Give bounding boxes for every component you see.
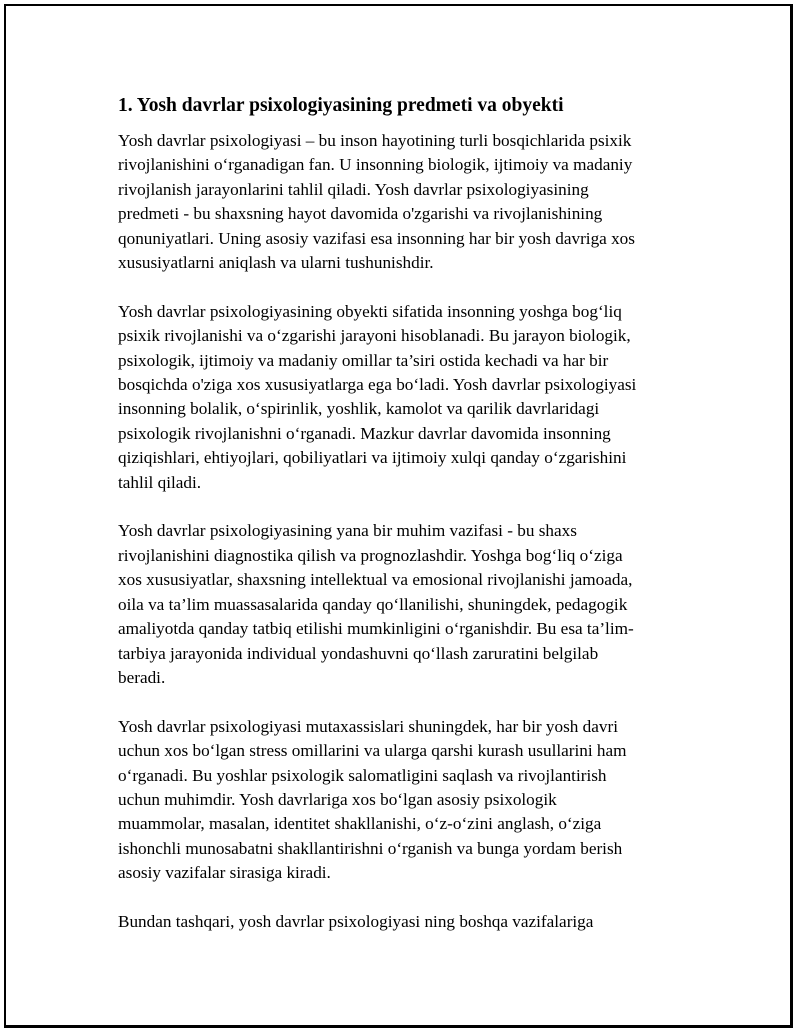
text-line: Bundan tashqari, yosh davrlar psixologiyasi ning boshqa vazifalariga [118, 911, 594, 931]
text-line: tahlil qiladi. [118, 472, 202, 492]
text-line: Yosh davrlar psixologiyasi – bu inson hayotining turli bosqichlarida psixik [118, 131, 632, 150]
paragraphs-container [118, 129, 678, 934]
text-line: rivojlanishini o‘rganadigan fan. U insonning biologik, ijtimoiy va madaniy [118, 155, 633, 175]
text-line: rivojlanishini diagnostika qilish va prognozlashdir. Yoshga bog‘liq o‘ziga [118, 545, 623, 565]
text-line: amaliyotda qanday tatbiq etilishi mumkinligini o‘rganishdir. Bu esa ta’lim- [118, 619, 634, 639]
paragraph [118, 910, 678, 934]
text-line: psixologik, ijtimoiy va madaniy omillar ta’siri ostida kechadi va har bir [118, 350, 609, 370]
text-line: uchun muhimdir. Yosh davrlariga xos bo‘lgan asosiy psixologik [118, 789, 557, 809]
text-line: insonning bolalik, o‘spirinlik, yoshlik, kamolot va qarilik davrlaridagi [118, 399, 600, 419]
text-line: Yosh davrlar psixologiyasi mutaxassislari shuningdek, har bir yosh davri [118, 716, 618, 736]
paragraph [118, 715, 678, 886]
text-line: qonuniyatlari. Uning asosiy vazifasi esa insonning har bir yosh davriga xos [118, 228, 635, 248]
text-line: asosiy vazifalar sirasiga kiradi. [118, 863, 331, 883]
paragraph [118, 519, 678, 690]
text-line: o‘rganadi. Bu yoshlar psixologik salomatligini saqlash va rivojlantirish [118, 765, 607, 785]
text-line: qiziqishlari, ehtiyojlari, qobiliyatlari va ijtimoiy xulqi qanday o‘zgarishini [118, 448, 627, 468]
text-line: ishonchli munosabatni shakllantirishni o‘rganish va bunga yordam berish [118, 838, 623, 858]
text-line: Yosh davrlar psixologiyasining yana bir muhim vazifasi - bu shaxs [118, 521, 577, 541]
text-line: uchun xos bo‘lgan stress omillarini va ularga qarshi kurash usullarini ham [118, 741, 627, 761]
paragraph [118, 300, 678, 495]
paragraph [118, 129, 678, 275]
text-line: psixik rivojlanishi va o‘zgarishi jarayoni hisoblanadi. Bu jarayon biologik, [118, 326, 631, 346]
text-line: Yosh davrlar psixologiyasining obyekti sifatida insonning yoshga bog‘liq [118, 301, 622, 321]
document-body [118, 93, 678, 959]
text-line: muammolar, masalan, identitet shakllanishi, o‘z-o‘zini anglash, o‘ziga [118, 814, 602, 834]
text-line: bosqichda o'ziga xos xususiyatlarga ega bo‘ladi. Yosh davrlar psixologiyasi [118, 375, 637, 395]
text-line: tarbiya jarayonida individual yondashuvni qo‘llash zaruratini belgilab [118, 643, 599, 663]
text-line: xususiyatlarni aniqlash va ularni tushunishdir. [118, 253, 434, 273]
text-line: xos xususiyatlar, shaxsning intellektual va emosional rivojlanishi jamoada, [118, 570, 633, 590]
text-line: psixologik rivojlanishni o‘rganadi. Mazkur davrlar davomida insonning [118, 423, 611, 443]
text-line: oila va ta’lim muassasalarida qanday qo‘llanilishi, shuningdek, pedagogik [118, 594, 628, 614]
text-line: rivojlanish jarayonlarini tahlil qiladi. Yosh davrlar psixologiyasining [118, 179, 589, 199]
section-heading: 1. Yosh davrlar psixologiyasining predmeti va obyekti [118, 95, 564, 116]
text-line: beradi. [118, 667, 166, 687]
text-line: predmeti - bu shaxsning hayot davomida o'zgarishi va rivojlanishining [118, 204, 603, 224]
